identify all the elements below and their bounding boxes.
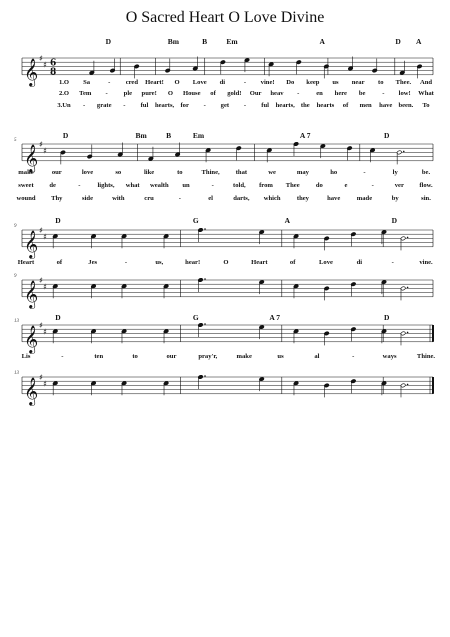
lyric-syllable: we bbox=[268, 169, 277, 176]
lyric-syllable: ten bbox=[94, 353, 104, 360]
lyric-syllable: made bbox=[356, 195, 373, 202]
lyric-syllable: men bbox=[359, 102, 372, 109]
lyric-syllable: - bbox=[124, 259, 128, 266]
lyric-syllable: side bbox=[82, 195, 94, 202]
sharp-f-icon: ♯ bbox=[39, 140, 43, 149]
lyric-syllable: di bbox=[219, 79, 226, 86]
sharp-c-icon: ♯ bbox=[43, 60, 47, 70]
lyric-syllable: to bbox=[177, 169, 183, 176]
lyric-syllable: to bbox=[378, 79, 384, 86]
treble-clef-icon: 𝄞 bbox=[24, 376, 39, 405]
lyric-syllable: e bbox=[344, 182, 348, 189]
note-dot bbox=[204, 228, 206, 230]
lyric-syllable: grate bbox=[96, 102, 112, 109]
lyric-syllable: Love bbox=[319, 259, 333, 266]
lyric-syllable: 2.O bbox=[58, 90, 70, 97]
lyric-syllable: been. bbox=[398, 102, 414, 109]
lyric-syllable: - bbox=[105, 90, 108, 97]
lyric-syllable: - bbox=[203, 102, 206, 109]
lyric-syllable: make bbox=[236, 353, 252, 360]
lyric-syllable: from bbox=[259, 182, 273, 189]
chord-symbol: D bbox=[383, 131, 390, 140]
lyric-syllable: vine! bbox=[260, 79, 275, 86]
lyric-syllable: gold! bbox=[227, 90, 242, 97]
note-dot bbox=[204, 323, 206, 325]
lyric-syllable: us bbox=[332, 79, 339, 86]
measure-number: 13 bbox=[14, 371, 19, 376]
lyric-syllable: wealth bbox=[149, 182, 169, 189]
lyric-syllable: to bbox=[132, 353, 138, 360]
lyric-syllable: ways bbox=[382, 353, 397, 360]
lyric-syllable: To bbox=[422, 102, 430, 109]
lyric-syllable: 1.O bbox=[58, 79, 70, 86]
lyric-syllable: al bbox=[314, 353, 320, 360]
lyric-syllable: - bbox=[243, 79, 247, 86]
lyric-syllable: of bbox=[56, 259, 63, 266]
lyric-syllable: O bbox=[174, 79, 180, 86]
note-dot bbox=[403, 151, 405, 153]
lyric-syllable: ho bbox=[330, 169, 338, 176]
lyric-syllable: Lis bbox=[21, 353, 31, 360]
chord-symbol: D bbox=[105, 37, 112, 46]
chord-symbol: D bbox=[55, 216, 61, 225]
treble-clef-icon: 𝄞 bbox=[24, 57, 39, 86]
lyric-syllable: near bbox=[351, 79, 365, 86]
lyric-syllable: - bbox=[108, 79, 111, 86]
chord-symbol: G bbox=[192, 313, 199, 322]
lyric-syllable: Tem bbox=[79, 90, 92, 97]
song-title: O Sacred Heart O Love Divine bbox=[125, 9, 325, 26]
lyric-syllable: our bbox=[166, 353, 177, 360]
lyric-syllable: sin. bbox=[421, 195, 431, 202]
lyric-syllable: so bbox=[115, 169, 122, 176]
lyric-syllable: make bbox=[18, 169, 34, 176]
lyric-syllable: pray'r, bbox=[198, 353, 218, 360]
lyric-syllable: Sa bbox=[83, 79, 91, 86]
note-dot bbox=[407, 384, 409, 386]
lyric-syllable: Heart bbox=[251, 259, 268, 266]
lyric-syllable: - bbox=[297, 90, 300, 97]
lyric-syllable: love bbox=[81, 169, 94, 176]
lyric-syllable: 3.Un bbox=[57, 102, 71, 109]
lyric-syllable: lights, bbox=[97, 182, 115, 189]
lyric-syllable: - bbox=[371, 182, 374, 189]
treble-clef-icon: 𝄞 bbox=[24, 279, 39, 308]
sharp-c-icon: ♯ bbox=[43, 146, 47, 156]
lyric-syllable: flow. bbox=[419, 182, 433, 189]
lyric-syllable: O bbox=[223, 259, 229, 266]
lyric-syllable: our bbox=[51, 169, 62, 176]
sharp-c-icon: ♯ bbox=[43, 379, 47, 389]
treble-clef-icon: 𝄞 bbox=[24, 143, 39, 172]
lyric-syllable: - bbox=[363, 169, 366, 176]
chord-symbol: A bbox=[284, 216, 291, 225]
sharp-c-icon: ♯ bbox=[43, 327, 47, 337]
sharp-f-icon: ♯ bbox=[39, 373, 43, 382]
lyric-syllable: us, bbox=[155, 259, 164, 266]
sharp-f-icon: ♯ bbox=[39, 276, 43, 285]
lyric-syllable: di bbox=[356, 259, 363, 266]
lyric-syllable: which bbox=[263, 195, 281, 202]
lyric-syllable: O bbox=[167, 90, 174, 97]
lyric-syllable: with bbox=[112, 195, 125, 202]
lyric-syllable: ful bbox=[140, 102, 149, 109]
lyric-syllable: en bbox=[316, 90, 323, 97]
lyric-syllable: Heart! bbox=[145, 79, 164, 86]
lyric-syllable: Heart bbox=[17, 259, 35, 266]
lyric-syllable: what bbox=[125, 182, 140, 189]
lyric-syllable: that bbox=[235, 169, 248, 176]
lyric-syllable: of bbox=[289, 259, 296, 266]
chord-symbol: A bbox=[319, 37, 325, 46]
lyric-syllable: get bbox=[220, 102, 230, 109]
chord-symbol: Em bbox=[192, 131, 205, 140]
measure-number: 9 bbox=[14, 274, 17, 279]
chord-symbol: G bbox=[192, 216, 199, 225]
lyric-syllable: darts, bbox=[233, 195, 250, 202]
lyric-syllable: vine. bbox=[419, 259, 433, 266]
lyric-syllable: us bbox=[277, 353, 284, 360]
chord-symbol: D bbox=[62, 131, 69, 140]
lyric-syllable: ple bbox=[123, 90, 133, 97]
chord-symbol: D bbox=[55, 313, 61, 322]
lyric-syllable: of bbox=[342, 102, 349, 109]
lyric-syllable: told, bbox=[233, 182, 246, 189]
lyric-syllable: cru bbox=[144, 195, 154, 202]
lyric-syllable: - bbox=[391, 259, 394, 266]
chord-symbol: D bbox=[391, 216, 398, 225]
lyric-syllable: by bbox=[391, 195, 399, 202]
lyric-syllable: ful bbox=[261, 102, 269, 109]
lyric-syllable: have bbox=[327, 195, 341, 202]
sharp-f-icon: ♯ bbox=[39, 226, 43, 235]
lyric-syllable: - bbox=[123, 102, 126, 109]
chord-symbol: B bbox=[166, 131, 172, 140]
note-dot bbox=[204, 375, 206, 377]
sharp-f-icon: ♯ bbox=[39, 321, 43, 330]
lyric-syllable: wound bbox=[16, 195, 36, 202]
lyric-syllable: - bbox=[211, 182, 214, 189]
sharp-c-icon: ♯ bbox=[43, 282, 47, 292]
lyric-syllable: ly bbox=[392, 169, 398, 176]
lyric-syllable: - bbox=[78, 182, 81, 189]
lyric-syllable: hearts, bbox=[154, 102, 175, 109]
lyric-syllable: Thy bbox=[51, 195, 63, 202]
lyric-syllable: Thee bbox=[285, 182, 300, 189]
lyric-syllable: el bbox=[208, 195, 213, 202]
sharp-c-icon: ♯ bbox=[43, 232, 47, 242]
lyric-syllable: - bbox=[243, 102, 247, 109]
lyric-syllable: low! bbox=[398, 90, 411, 97]
lyric-syllable: And bbox=[419, 79, 433, 86]
treble-clef-icon: 𝄞 bbox=[24, 229, 39, 258]
lyric-syllable: for bbox=[180, 102, 189, 109]
lyric-syllable: Do bbox=[286, 79, 295, 86]
lyric-syllable: cred bbox=[125, 79, 139, 86]
measure-number: 13 bbox=[14, 319, 19, 324]
lyric-syllable: do bbox=[315, 182, 323, 189]
chord-symbol: D bbox=[395, 37, 401, 46]
lyric-syllable: hearts, bbox=[275, 102, 295, 109]
lyric-syllable: House bbox=[182, 90, 201, 97]
lyric-syllable: here bbox=[334, 90, 347, 97]
measure-number: 5 bbox=[14, 138, 17, 143]
note-dot bbox=[204, 278, 206, 280]
lyric-syllable: - bbox=[352, 353, 355, 360]
note-dot bbox=[407, 332, 409, 334]
chord-symbol: A 7 bbox=[269, 313, 280, 322]
lyric-syllable: the bbox=[300, 102, 310, 109]
lyric-syllable: heav bbox=[270, 90, 284, 97]
lyric-syllable: de bbox=[49, 182, 56, 189]
lyric-syllable: un bbox=[182, 182, 190, 189]
lyric-syllable: of bbox=[210, 90, 216, 97]
lyric-syllable: may bbox=[296, 169, 309, 176]
chord-symbol: Em bbox=[226, 37, 238, 46]
lyric-syllable: pure! bbox=[141, 90, 157, 97]
lyric-syllable: keep bbox=[306, 79, 320, 86]
lyric-syllable: What bbox=[418, 90, 434, 97]
lyric-syllable: have bbox=[379, 102, 393, 109]
lyric-syllable: like bbox=[143, 169, 155, 176]
lyric-syllable: hear! bbox=[185, 259, 201, 266]
note-dot bbox=[407, 237, 409, 239]
lyric-syllable: be. bbox=[421, 169, 431, 176]
lyric-syllable: - bbox=[83, 102, 86, 109]
lyric-syllable: hearts bbox=[316, 102, 335, 109]
time-signature-top: 6 bbox=[50, 58, 57, 69]
lyric-syllable: Jes bbox=[88, 259, 98, 266]
lyric-syllable: Love bbox=[192, 79, 207, 86]
lyric-syllable: Thine, bbox=[201, 169, 220, 176]
lyric-syllable: - bbox=[178, 195, 181, 202]
lyric-syllable: Thee. bbox=[395, 79, 412, 86]
lyric-syllable: be bbox=[358, 90, 366, 97]
measure-number: 9 bbox=[14, 224, 17, 229]
lyric-syllable: Our bbox=[249, 90, 262, 97]
lyric-syllable: sweet bbox=[18, 182, 34, 189]
lyric-syllable: they bbox=[296, 195, 309, 202]
chord-symbol: B bbox=[202, 37, 208, 46]
lyric-syllable: Thine. bbox=[416, 353, 436, 360]
chord-symbol: Bm bbox=[135, 131, 147, 140]
chord-symbol: D bbox=[383, 313, 390, 322]
chord-symbol: A 7 bbox=[299, 131, 311, 140]
chord-symbol: A bbox=[416, 37, 422, 46]
lyric-syllable: ver bbox=[394, 182, 404, 189]
lyric-syllable: - bbox=[61, 353, 64, 360]
lyric-syllable: - bbox=[382, 90, 385, 97]
chord-symbol: Bm bbox=[167, 37, 179, 46]
note-dot bbox=[407, 287, 409, 289]
time-signature-bottom: 8 bbox=[50, 67, 57, 78]
treble-clef-icon: 𝄞 bbox=[24, 324, 39, 353]
sharp-f-icon: ♯ bbox=[39, 54, 43, 63]
